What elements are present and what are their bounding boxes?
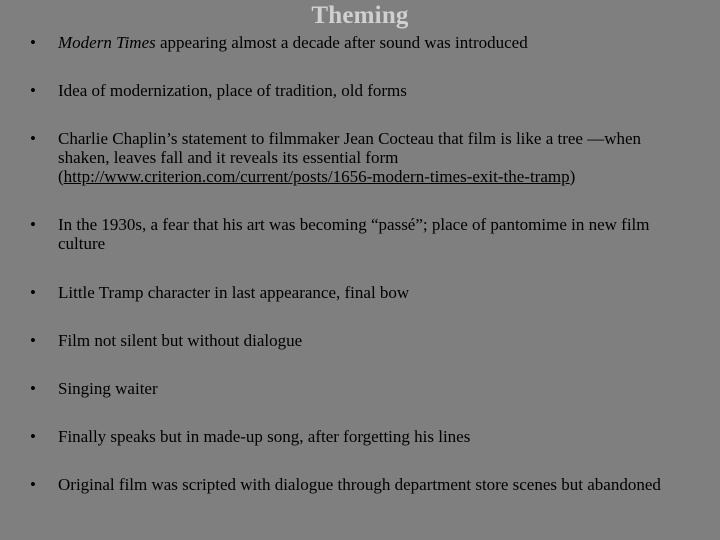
bullet-marker: • bbox=[30, 81, 36, 100]
film-title: Modern Times bbox=[58, 33, 156, 52]
bullet-item bbox=[30, 475, 690, 494]
bullet-item bbox=[30, 331, 690, 350]
bullet-marker: • bbox=[30, 129, 36, 148]
bullet-marker: • bbox=[30, 33, 36, 52]
bullet-marker: • bbox=[30, 283, 36, 302]
bullet-item bbox=[30, 283, 690, 302]
bullet-text: Singing waiter bbox=[58, 379, 158, 398]
bullet-item bbox=[30, 215, 690, 253]
criterion-link[interactable]: http://www.criterion.com/current/posts/1656-modern-times-exit-the-tramp bbox=[63, 167, 570, 186]
bullet-text: Original film was scripted with dialogue through department store scenes but abandoned bbox=[58, 475, 661, 494]
bullet-item bbox=[30, 379, 690, 398]
bullet-text: Finally speaks but in made-up song, after forgetting his lines bbox=[58, 427, 471, 446]
bullet-text: In the 1930s, a fear that his art was becoming “passé”; place of pantomime in new film culture bbox=[58, 215, 650, 253]
bullet-marker: • bbox=[30, 379, 36, 398]
slide-title: Theming bbox=[311, 2, 409, 29]
bullet-marker: • bbox=[30, 331, 36, 350]
bullet-text: Idea of modernization, place of tradition, old forms bbox=[58, 81, 407, 100]
bullet-item bbox=[30, 427, 690, 446]
bullet-item bbox=[30, 81, 690, 100]
bullet-text: Charlie Chaplin’s statement to filmmaker Jean Cocteau that film is like a tree —when shaken, leaves fall and it reveals its essential form ( bbox=[58, 129, 642, 186]
bullet-marker: • bbox=[30, 427, 36, 446]
bullet-item bbox=[30, 129, 690, 186]
bullet-item bbox=[30, 33, 690, 52]
bullet-marker: • bbox=[30, 475, 36, 494]
bullet-text: Little Tramp character in last appearance, final bow bbox=[58, 283, 410, 302]
bullet-marker: • bbox=[30, 215, 36, 234]
bullet-text: appearing almost a decade after sound was introduced bbox=[155, 33, 528, 52]
bullet-text: Film not silent but without dialogue bbox=[58, 331, 303, 350]
bullet-text-closing: ) bbox=[569, 167, 576, 186]
